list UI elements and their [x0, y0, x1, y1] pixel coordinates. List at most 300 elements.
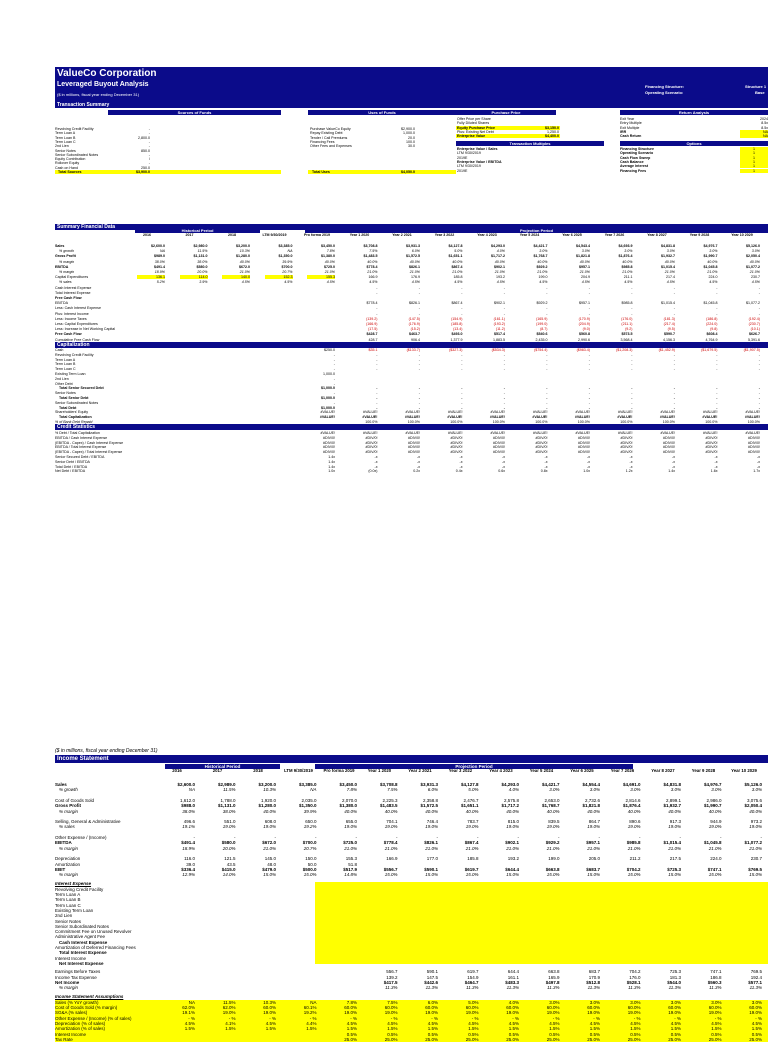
- fin-cell: $985.8: [621, 264, 633, 269]
- interest-placeholder-block: [315, 882, 768, 964]
- sources-row-label: Term Loan C: [55, 139, 76, 144]
- inc-cell: -: [679, 835, 681, 840]
- fin-cell: $491.4: [154, 264, 165, 269]
- inc-col-header: Pro forma 2019: [323, 768, 355, 773]
- fin-cell: -: [631, 285, 633, 290]
- sources-row-label: Revolving Credit Facility: [55, 127, 94, 131]
- assumption-cell: 1.5%: [751, 1026, 762, 1032]
- tax-cell: $560.3: [707, 979, 722, 985]
- fin-cell: (8.7): [540, 327, 548, 332]
- credit-cell: -x: [544, 464, 548, 469]
- credit-cell: #VALUE!: [405, 431, 420, 435]
- credit-cell: -x: [672, 459, 675, 464]
- credit-cell: #DIV/0!: [493, 450, 505, 455]
- fin-cell: $540.6: [536, 332, 548, 337]
- cap-cell: #VALUE!: [574, 415, 590, 420]
- cap-row-label: Existing Term Loan: [55, 372, 86, 376]
- inc-cell: $988.0: [181, 803, 195, 809]
- inc-cell: -: [720, 835, 722, 840]
- credit-cell: #DIV/0!: [620, 445, 633, 450]
- inc-projection-label: Projection Period: [315, 764, 633, 769]
- credit-cell: #DIV/0!: [365, 440, 378, 445]
- inc-cell: $704.2: [626, 866, 641, 872]
- cap-cell: -: [758, 400, 760, 405]
- company-title: ValueCo Corporation: [57, 68, 157, 79]
- options-row-value: 1: [753, 168, 755, 173]
- inc-cell: 783.7: [467, 819, 479, 825]
- fin-cell: 3.0%: [581, 249, 590, 254]
- assumption-cell: 10.3%: [263, 999, 276, 1005]
- assumption-cell: 0.5%: [468, 1031, 479, 1037]
- fin-cell: (204.9): [578, 322, 590, 326]
- fin-cell: -: [418, 290, 420, 295]
- fin-cell: $672.0: [239, 264, 250, 269]
- credit-cell: -x: [459, 455, 463, 459]
- fin-cell: (186.8): [706, 316, 718, 321]
- assumption-cell: - %: [755, 1015, 762, 1021]
- tax-cell: 725.3: [669, 969, 681, 975]
- fin-row-label: Less: Income Taxes: [55, 316, 87, 321]
- credit-cell: #VALUE!: [575, 431, 590, 435]
- assumption-cell: 1.5%: [630, 1026, 641, 1032]
- tax-cell: 192.4: [750, 974, 762, 980]
- credit-cell: -x: [502, 455, 505, 459]
- purchase-row-label: Fully Diluted Shares: [457, 121, 490, 126]
- purchase-row-label: Offer Price per Share: [457, 117, 491, 121]
- fin-cell: (181.3): [663, 316, 675, 321]
- fin-cell: $2,980.0: [193, 244, 208, 248]
- cap-cell: -: [376, 396, 378, 400]
- cap-cell: #VALUE!: [404, 415, 420, 420]
- inc-cell: 15.0%: [384, 872, 398, 878]
- cap-cell: -: [376, 391, 378, 396]
- cap-cell: -: [461, 357, 463, 362]
- cap-cell: -: [588, 362, 590, 367]
- tax-cell: $483.3: [505, 979, 519, 985]
- fin-cell: -: [376, 311, 378, 316]
- inc-cell: $867.4: [464, 840, 479, 846]
- interest-row-label: Existing Term Loan: [55, 907, 94, 913]
- cap-cell: -: [758, 405, 760, 410]
- purchase-row-label: Enterprise Value: [457, 134, 486, 139]
- fin-cell: 4,764.9: [705, 337, 718, 342]
- assumption-cell: 4.5%: [346, 1020, 357, 1026]
- options-row-label: Operating Scenario: [620, 151, 654, 156]
- credit-cell: #DIV/0!: [323, 445, 335, 450]
- cap-cell: #VALUE!: [362, 415, 378, 420]
- uses-total-bg: [308, 170, 456, 174]
- inc-cell: $500.0: [302, 866, 317, 872]
- assumption-cell: 60.0%: [344, 1005, 357, 1010]
- fin-cell: $1,821.8: [576, 254, 590, 259]
- cap-cell: -: [716, 396, 718, 400]
- cap-cell: -: [673, 400, 675, 405]
- inc-cell: 39.0: [186, 861, 195, 867]
- cap-cell: -: [588, 391, 590, 396]
- tax-row-label: Earnings Before Taxes: [55, 969, 101, 975]
- inc-cell: 19.0%: [344, 824, 357, 830]
- cap-cell: -: [333, 400, 335, 405]
- fin-row-label: % growth: [59, 249, 74, 254]
- credit-cell: #DIV/0!: [408, 450, 420, 455]
- assumption-cell: 1.5%: [225, 1026, 236, 1032]
- assumption-cell: - %: [714, 1015, 722, 1021]
- inc-cell: $590.1: [424, 866, 438, 872]
- credit-cell: -x: [629, 459, 633, 464]
- cap-cell: -: [503, 367, 505, 372]
- cap-cell: -: [461, 362, 463, 367]
- fin-cell: $1,077.2: [746, 301, 760, 306]
- fin-cell: $2,050.4: [746, 254, 760, 259]
- inc-cell: 14.0%: [222, 872, 236, 878]
- inc-cell: 21.0%: [465, 845, 479, 851]
- inc-cell: 746.4: [426, 819, 438, 825]
- cap-cell: ($1,452.9): [658, 348, 675, 352]
- assumption-cell: 7.8%: [346, 999, 357, 1005]
- inc-cell: 121.5: [224, 856, 236, 862]
- inc-cell: $985.8: [626, 840, 641, 846]
- credit-cell: -x: [544, 459, 548, 464]
- cap-cell: -: [588, 396, 590, 400]
- fin-cell: $590.7: [664, 332, 675, 337]
- sources-row-amount: \: [149, 157, 150, 162]
- tax-cell: 11.3%: [749, 985, 762, 991]
- credit-cell: #DIV/0!: [705, 440, 718, 445]
- fin-cell: 21.0%: [622, 270, 633, 274]
- inc-row-label: % margin: [59, 808, 79, 814]
- fin-cell: -: [716, 285, 718, 290]
- cap-cell: -: [546, 405, 548, 410]
- inc-cell: $747.1: [707, 866, 722, 872]
- fin-cell: $826.1: [409, 264, 420, 269]
- sources-total-label: Total Sources: [58, 170, 82, 174]
- inc-cell: -: [598, 835, 600, 840]
- fin-cell: (17.5): [368, 327, 378, 332]
- credit-cell: -x: [757, 455, 760, 459]
- credit-stats-header: Credit Statistics: [55, 424, 768, 430]
- fin-cell: 21.0%: [494, 270, 505, 274]
- cap-row-label: 2nd Lien: [55, 376, 69, 381]
- inc-row-label: Other Expense / (Income): [55, 835, 107, 840]
- assumption-cell: 0.5%: [630, 1031, 641, 1037]
- fin-row-label: Sales: [55, 244, 65, 248]
- credit-row-label: EBITDA / Cash Interest Expense: [55, 435, 108, 440]
- financing-structure-value[interactable]: Structure 1: [745, 84, 767, 89]
- fin-col-header: Year 7 2026: [604, 233, 625, 237]
- inc-cell: 2,070.0: [341, 797, 357, 803]
- cap-cell: -: [631, 352, 633, 357]
- assumption-row-label: Other Expense / (Income) (% of sales): [55, 1015, 132, 1021]
- cap-cell: #VALUE!: [532, 410, 548, 415]
- cap-cell: -: [461, 400, 463, 405]
- assumption-cell: 25.0%: [668, 1036, 681, 1042]
- cap-cell: -: [588, 405, 590, 410]
- fin-col-header: LTM 9/30/2019: [262, 233, 287, 237]
- inc-row-label: EBIT: [55, 866, 66, 872]
- inc-cell: -: [396, 835, 398, 840]
- assumptions-title: Income Statement Assumptions: [55, 994, 124, 1000]
- cap-cell: -: [673, 386, 675, 391]
- credit-cell: 1.4x: [328, 459, 335, 464]
- fin-cell: (176.9): [408, 322, 420, 326]
- assumption-cell: 60.0%: [425, 1005, 438, 1010]
- inc-cell: $1,876.4: [622, 803, 641, 809]
- cap-row-label: Total Senior Debt: [59, 396, 89, 400]
- fin-col-header: Year 5 2024: [519, 233, 540, 237]
- fin-cell: $1,280.0: [236, 254, 250, 259]
- fin-col-header: Year 2 2021: [392, 233, 412, 237]
- credit-cell: -x: [672, 464, 675, 469]
- assumption-row-label: Interest Income: [55, 1031, 87, 1037]
- return-row-value: NA: [763, 129, 768, 134]
- assumption-cell: 19.0%: [344, 1010, 357, 1016]
- credit-cell: #DIV/0!: [365, 435, 378, 440]
- fin-cell: 1,883.5: [493, 337, 505, 342]
- tax-cell: $442.6: [424, 979, 438, 985]
- inc-cell: $1,932.7: [663, 803, 681, 809]
- cap-cell: -: [758, 396, 760, 400]
- fin-cell: 140.0: [241, 275, 250, 280]
- inc-cell: 3.0%: [630, 787, 641, 793]
- tax-cell: 590.1: [426, 969, 438, 975]
- inc-col-header: Year 9 2028: [691, 768, 716, 773]
- fin-cell: -: [503, 285, 505, 290]
- inc-cell: $2,050.4: [744, 803, 762, 809]
- cap-cell: -: [758, 362, 760, 367]
- credit-cell: #DIV/0!: [705, 435, 718, 440]
- cap-cell: 100.0%: [450, 420, 463, 424]
- uses-row-label: Repay Existing Debt: [310, 131, 343, 136]
- credit-cell: #DIV/0!: [578, 435, 590, 440]
- inc-cell: 145.0: [264, 856, 276, 862]
- assumption-row-label: Tax Rate: [55, 1036, 73, 1042]
- cap-cell: -: [546, 400, 548, 405]
- cap-cell: -: [461, 391, 463, 396]
- purchase-row-value: 1,250.0: [547, 129, 559, 134]
- inc-cell: $5,126.0: [744, 782, 762, 787]
- credit-cell: -x: [714, 459, 718, 464]
- inc-cell: -: [639, 835, 641, 840]
- assumption-cell: 60.0%: [627, 1005, 641, 1010]
- credit-cell: -x: [587, 459, 590, 464]
- inc-cell: 2,814.6: [625, 797, 641, 803]
- cap-cell: ($133.7): [406, 348, 420, 352]
- inc-cell: 3.0%: [751, 787, 762, 793]
- inc-cell: 3,075.6: [746, 797, 762, 803]
- cap-cell: #VALUE!: [489, 415, 505, 420]
- fin-cell: (166.9): [366, 322, 378, 326]
- uses-title: Uses of Funds: [308, 110, 456, 115]
- fin-cell: $1,990.7: [703, 254, 718, 259]
- inc-cell: 917.3: [669, 819, 681, 825]
- cap-row-label: Shareholders' Equity: [55, 410, 89, 415]
- fin-cell: $517.4: [494, 332, 505, 337]
- inc-row-label: Sales: [55, 782, 67, 787]
- return-row-value: 8.5x: [761, 121, 768, 126]
- tax-cell: 619.7: [467, 969, 479, 975]
- cap-cell: #VALUE!: [744, 415, 760, 420]
- inc-cell: $1,990.7: [703, 803, 722, 809]
- tax-cell: 704.2: [629, 969, 641, 975]
- fin-cell: 2,435.0: [535, 337, 548, 342]
- inc-cell: 19.0%: [384, 824, 398, 830]
- cap-cell: -: [631, 396, 633, 400]
- cap-cell: 100.0%: [747, 420, 760, 424]
- assumption-cell: - %: [552, 1015, 560, 1021]
- fin-cell: 11.5%: [197, 249, 208, 254]
- fin-cell: 40.0%: [537, 259, 548, 264]
- credit-cell: #DIV/0!: [748, 445, 760, 450]
- inc-cell: $517.9: [343, 866, 357, 872]
- fin-cell: $4,831.8: [661, 244, 675, 248]
- cap-cell: -: [503, 357, 505, 362]
- fin-cell: $1,932.7: [661, 254, 675, 259]
- inc-cell: 15.0%: [749, 872, 762, 878]
- inc-cell: 15.0%: [668, 872, 681, 878]
- fin-cell: -: [503, 290, 505, 295]
- assumption-cell: 1.5%: [387, 1026, 398, 1032]
- cap-cell: -: [503, 386, 505, 391]
- sources-row-amount: 250.0: [141, 165, 150, 170]
- fin-cell: (9.2): [625, 327, 633, 332]
- assumption-cell: 60.0%: [263, 1005, 276, 1010]
- cap-row-label: Revolving Credit Facility: [55, 352, 94, 357]
- fin-cell: $826.1: [409, 301, 420, 306]
- credit-cell: #DIV/0!: [365, 450, 378, 455]
- cap-cell: -: [418, 352, 420, 357]
- assumption-cell: 0.5%: [549, 1031, 560, 1037]
- cap-cell: 100.0%: [365, 420, 378, 424]
- fin-cell: 38.0%: [154, 259, 165, 264]
- fin-cell: $1,572.5: [406, 254, 420, 259]
- credit-cell: #VALUE!: [617, 431, 633, 435]
- cap-cell: -: [376, 357, 378, 362]
- credit-cell: #DIV/0!: [578, 450, 590, 455]
- inc-cell: $1,821.8: [582, 803, 600, 809]
- assumption-cell: 25.0%: [506, 1036, 519, 1042]
- inc-cell: 19.0%: [425, 824, 438, 830]
- units-note: ($ in millions, fiscal year ending December 31): [57, 92, 140, 97]
- fin-col-header: 2017: [185, 233, 194, 237]
- fin-cell: 18.9%: [154, 270, 165, 274]
- assumption-cell: 19.0%: [384, 1010, 398, 1016]
- cap-cell: #VALUE!: [319, 415, 335, 420]
- inc-cell: 2,035.0: [301, 797, 317, 803]
- inc-cell: -: [355, 835, 357, 840]
- sources-row-amount: -: [148, 152, 150, 157]
- fin-cell: $725.0: [324, 264, 335, 269]
- assumption-cell: 1.5%: [306, 1026, 317, 1032]
- inc-cell: 15.0%: [465, 872, 479, 878]
- fin-cell: (147.5): [408, 316, 420, 321]
- inc-cell: $1,572.5: [420, 803, 438, 809]
- fin-cell: $989.0: [154, 254, 165, 259]
- sources-row-label: Term Loan B: [55, 135, 76, 140]
- inc-cell: 944.9: [710, 819, 722, 825]
- inc-cell: 7.5%: [387, 787, 398, 793]
- inc-cell: 704.1: [386, 819, 398, 825]
- assumption-row-label: Cost of Goods Sold (% margin): [55, 1005, 118, 1010]
- inc-cell: 20.7%: [303, 845, 317, 851]
- return-row-label: Exit Year: [620, 117, 635, 121]
- credit-row-label: EBITDA / Total Interest Expense: [55, 445, 107, 450]
- fin-cell: 21.0%: [452, 270, 463, 274]
- fin-cell: $1,045.8: [703, 301, 718, 306]
- inc-cell: 2,575.8: [503, 797, 519, 803]
- inc-row-label: EBITDA: [55, 840, 72, 846]
- inc-cell: $4,421.7: [541, 782, 560, 787]
- fin-col-header: Year 10 2029: [731, 233, 753, 237]
- inc-cell: -: [436, 835, 438, 840]
- sources-total-bg: [55, 170, 281, 174]
- fin-cell: 40.0%: [324, 259, 335, 264]
- fin-cell: 224.0: [708, 275, 718, 280]
- credit-cell: 1.7x: [753, 469, 760, 474]
- fin-cell: 40.0%: [452, 259, 463, 264]
- fin-cell: -: [461, 285, 463, 290]
- assumption-cell: 4.1%: [225, 1020, 236, 1026]
- assumption-cell: 4.5%: [468, 1020, 479, 1026]
- inc-cell: $2,989.0: [217, 782, 236, 787]
- fin-cell: $1,380.0: [321, 254, 335, 259]
- tax-cell: 11.3%: [547, 985, 560, 991]
- assumption-cell: 4.5%: [751, 1020, 762, 1026]
- cap-cell: -: [546, 362, 548, 367]
- fin-cell: $4,976.7: [703, 244, 718, 248]
- inc-cell: 40.0%: [546, 808, 560, 814]
- fin-cell: $1,131.0: [193, 254, 208, 259]
- assumption-cell: 3.0%: [751, 999, 762, 1005]
- credit-cell: #DIV/0!: [663, 440, 675, 445]
- operating-scenario-value[interactable]: Base: [755, 90, 765, 95]
- assumption-cell: 25.0%: [546, 1036, 560, 1042]
- fin-col-header: Year 1 2020: [349, 233, 370, 237]
- tax-cell: 11.3%: [587, 985, 600, 991]
- inc-col-header: Year 6 2025: [570, 768, 594, 773]
- cap-cell: -: [546, 391, 548, 396]
- assumption-cell: - %: [431, 1015, 438, 1021]
- assumption-cell: - %: [269, 1015, 276, 1021]
- inc-cell: $663.8: [545, 866, 560, 872]
- fin-cell: -: [376, 306, 378, 311]
- inc-cell: 890.6: [629, 819, 641, 825]
- fin-cell: $580.0: [196, 264, 208, 269]
- tax-cell: 139.2: [386, 974, 398, 980]
- fin-cell: (9.0): [582, 327, 590, 332]
- fin-cell: $778.4: [366, 301, 378, 306]
- inc-cell: 19.2%: [303, 824, 317, 830]
- inc-cell: $778.4: [383, 840, 398, 846]
- inc-cell: 21.0%: [708, 845, 722, 851]
- inc-cell: $725.3: [667, 866, 681, 872]
- return-row-value: 8.5x: [761, 125, 768, 130]
- assumption-cell: - %: [188, 1015, 195, 1021]
- assumption-cell: - %: [350, 1015, 357, 1021]
- assumption-cell: 1.5%: [508, 1026, 519, 1032]
- uses-row-label: Other Fees and Expenses: [310, 144, 352, 149]
- inc-cell: $902.1: [505, 840, 519, 846]
- inc-cell: 40.0%: [668, 808, 681, 814]
- inc-cell: $4,691.0: [622, 782, 641, 787]
- return-row-label: Entry Multiple: [620, 121, 642, 126]
- inc-cell: $479.0: [262, 866, 276, 872]
- cap-cell: -: [418, 391, 420, 396]
- fin-cell: 4.5%: [326, 280, 335, 285]
- fin-col-header: Year 6 2025: [562, 233, 582, 237]
- fin-cell: (230.7): [748, 322, 760, 326]
- credit-cell: #DIV/0!: [620, 440, 633, 445]
- credit-cell: #DIV/0!: [748, 435, 760, 440]
